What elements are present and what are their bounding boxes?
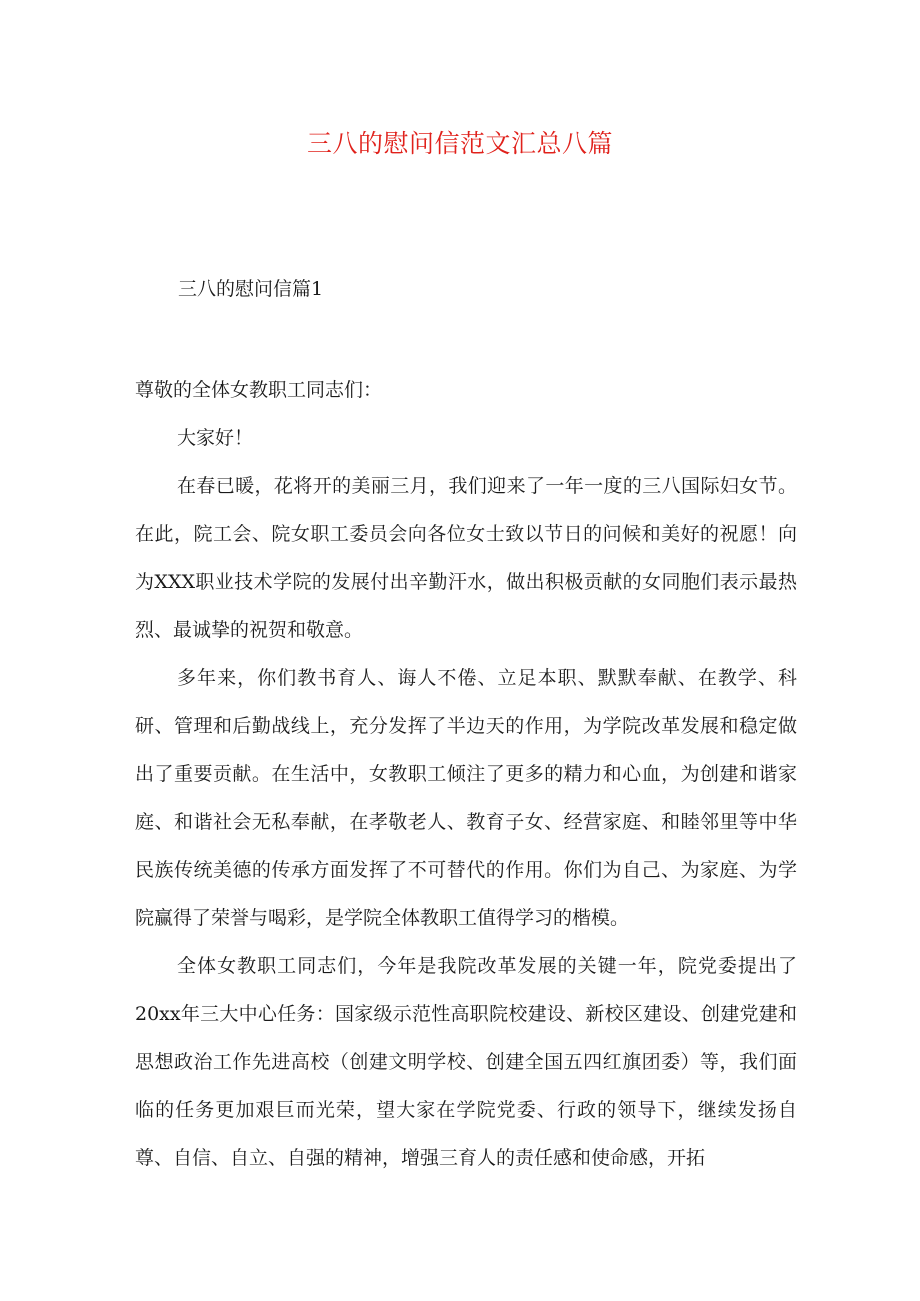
- paragraph-2: 多年来，你们教书育人、诲人不倦、立足本职、默默奉献、在教学、科研、管理和后勤战线上，充分发挥了半边天的作用，为学院改革发展和稳定做出了重要贡献。在生活中，女教职工倾注了更多的精力和心血，为创建和谐家庭、和谐社会无私奉献，在孝敬老人、教育子女、经营家庭、和睦邻里等中华民族传统美德的传承方面发挥了不可替代的作用。你们为自己、为家庭、为学院赢得了荣誉与喝彩，是学院全体教职工值得学习的楷模。: [135, 667, 797, 929]
- document-title: 三八的慰问信范文汇总八篇: [306, 129, 613, 158]
- salutation: 尊敬的全体女教职工同志们：: [135, 379, 383, 401]
- paragraph-1: 在春已暖，花将开的美丽三月，我们迎来了一年一度的三八国际妇女节。在此，院工会、院女职工委员会向各位女士致以节日的问候和美好的祝愿！向为XXX职业技术学院的发展付出辛勤汗水，做出积极贡献的女同胞们表示最热烈、最诚挚的祝贺和敬意。: [135, 475, 797, 641]
- greeting: 大家好！: [177, 427, 254, 449]
- letter-body: [135, 366, 797, 1182]
- paragraph-3: 全体女教职工同志们，今年是我院改革发展的关键一年，院党委提出了20xx年三大中心任务：国家级示范性高职院校建设、新校区建设、创建党建和思想政治工作先进高校（创建文明学校、创建全国五四红旗团委）等，我们面临的任务更加艰巨而光荣，望大家在学院党委、行政的领导下，继续发扬自尊、自信、自立、自强的精神，增强三育人的责任感和使命感，开拓: [135, 955, 797, 1169]
- section-heading: 三八的慰问信篇1: [178, 278, 324, 300]
